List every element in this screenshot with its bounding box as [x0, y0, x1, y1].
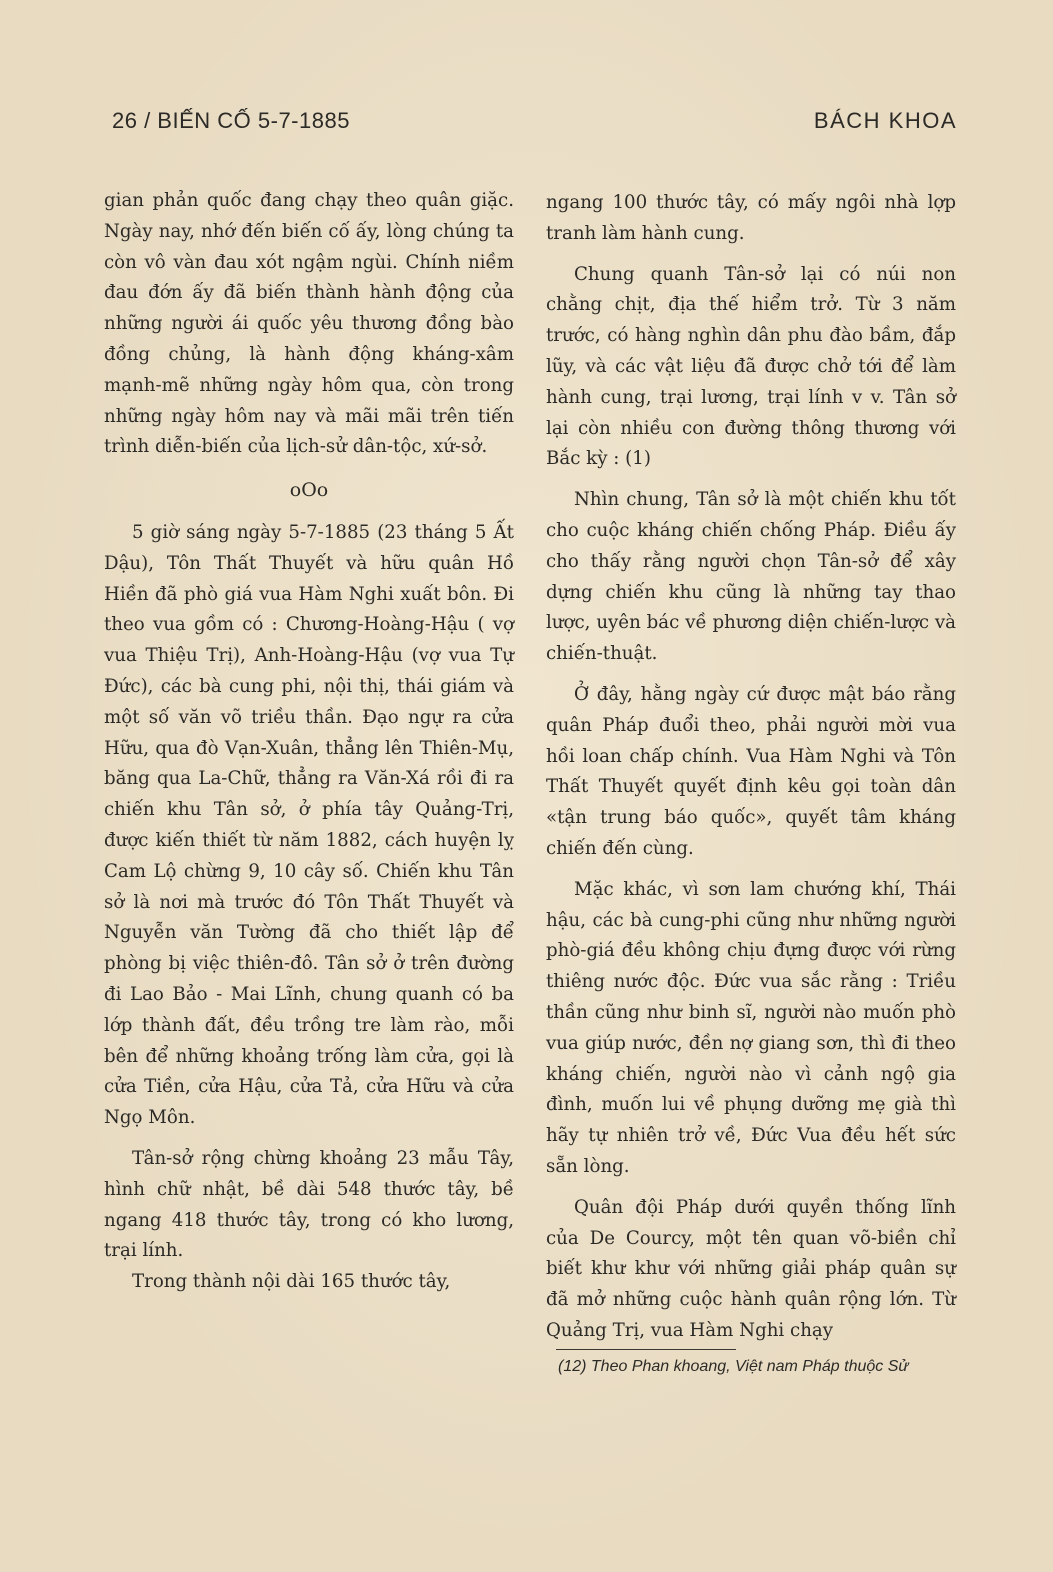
paragraph: gian phản quốc đang chạy theo quân giặc. Ngày nay, nhớ đến biến cố ấy, lòng chúng ta còn vô vàn đau xót ngậm ngùi. Chính niềm đau đớn ấy đã biến thành hành động của những người ái quốc yêu thương đồng bào đồng chủng, là hành động kháng-xâm mạnh-mẽ những ngày hôm qua, còn trong những ngày hôm nay và mãi mãi trên tiến trình diễn-biến của lịch-sử dân-tộc, xứ-sở.	[104, 190, 514, 458]
paragraph: Nhìn chung, Tân sở là một chiến khu tốt cho cuộc kháng chiến chống Pháp. Điều ấy cho thấy rằng người chọn Tân-sở để xây dựng chiến khu cũng là những tay thao lược, uyên bác về phương diện chiến-lược và chiến-thuật.	[546, 489, 956, 665]
right-column	[546, 188, 956, 1380]
paragraph: Quân đội Pháp dưới quyền thống lĩnh của De Courcy, một tên quan võ-biền chỉ biết khư khư với những giải pháp quân sự đã mở những cuộc hành quân rộng lớn. Từ Quảng Trị, vua Hàm Nghi chạy	[546, 1196, 956, 1341]
paragraph: Mặc khác, vì sơn lam chướng khí, Thái hậu, các bà cung-phi cũng như những người phò-giá đều không chịu đựng được với rừng thiêng nước độc. Đức vua sắc rằng : Triều thần cũng như binh sĩ, người nào muốn phò vua giúp nước, đền nợ giang sơn, thì đi theo kháng chiến, người nào vì cảnh ngộ gia đình, muốn lui về phụng dưỡng mẹ già thì hãy tự nhiên trở về, Đức Vua đều hết sức sẵn lòng.	[546, 878, 956, 1177]
paragraph: Ở đây, hằng ngày cứ được mật báo rằng quân Pháp đuổi theo, phải người mời vua hồi loan chấp chính. Vua Hàm Nghi và Tôn Thất Thuyết quyết định kêu gọi toàn dân «tận trung báo quốc», quyết tâm kháng chiến đến cùng.	[546, 683, 956, 859]
footnote-divider	[556, 1349, 736, 1350]
paragraph: Trong thành nội dài 165 thước tây,	[132, 1271, 451, 1293]
paragraph: 5 giờ sáng ngày 5-7-1885 (23 tháng 5 Ất Dậu), Tôn Thất Thuyết và hữu quân Hồ Hiền đã phò giá vua Hàm Nghi xuất bôn. Đi theo vua gồm có : Chương-Hoàng-Hậu ( vợ vua Thiệu Trị), Anh-Hoàng-Hậu (vợ vua Tự Đức), các bà cung phi, nội thị, thái giám và một số văn võ triều thần. Đạo ngự ra cửa Hữu, qua đò Vạn-Xuân, thẳng lên Thiên-Mụ, băng qua La-Chữ, thẳng ra Văn-Xá rồi đi ra chiến khu Tân sở, ở phía tây Quảng-Trị, được kiến thiết từ năm 1882, cách huyện lỵ Cam Lộ chừng 9, 10 cây số. Chiến khu Tân sở là nơi mà trước đó Tôn Thất Thuyết và Nguyễn văn Tường đã cho thiết lập để phòng bị việc thiên-đô. Tân sở ở trên đường đi Lao Bảo - Mai Lĩnh, chung quanh có ba lớp thành đất, đều trồng tre làm rào, mỗi bên để những khoảng trống làm cửa, gọi là cửa Tiền, cửa Hậu, cửa Tả, cửa Hữu và cửa Ngọ Môn.	[104, 521, 514, 1129]
section-separator: oOo	[289, 479, 329, 502]
magazine-name: BÁCH KHOA	[813, 108, 957, 133]
page-number-title: 26 / BIẾN CỐ 5-7-1885	[112, 108, 350, 133]
paragraph: ngang 100 thước tây, có mấy ngôi nhà lợp tranh làm hành cung.	[546, 192, 956, 244]
paragraph: Chung quanh Tân-sở lại có núi non chằng chịt, địa thế hiểm trở. Từ 3 năm trước, có hàng nghìn dân phu đào bầm, đắp lũy, và các vật liệu đã được chở tới để làm hành cung, trại lương, trại lính v v. Tân sở lại còn nhiều con đường thông thương với Bắc kỳ : (1)	[546, 263, 956, 470]
page-header	[112, 108, 957, 142]
footnote: (12) Theo Phan khoang, Việt nam Pháp thuộc Sử	[558, 1357, 909, 1375]
left-column	[104, 186, 514, 1298]
paragraph: Tân-sở rộng chừng khoảng 23 mẫu Tây, hình chữ nhật, bề dài 548 thước tây, bề ngang 418 thước tây, trong có kho lương, trại lính.	[104, 1147, 514, 1262]
